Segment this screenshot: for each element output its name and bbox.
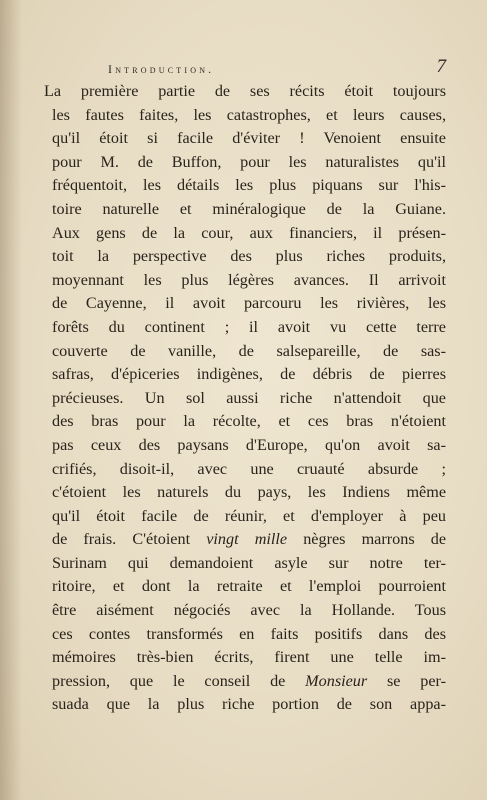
text-line: des bras pour la récolte, et ces bras n'étoient <box>52 412 446 431</box>
text-line: fréquentoit, les détails les plus piquans sur l'his- <box>52 176 446 195</box>
text-line: qu'il étoit si facile d'éviter ! Venoient ensuite <box>52 129 446 148</box>
text-line <box>44 670 446 694</box>
text-segment: pression, que le conseil de <box>52 671 286 690</box>
italic-phrase: Monsieur <box>305 671 368 690</box>
text-segment: se per- <box>387 671 447 690</box>
text-line: les fautes faites, les catastrophes, et leurs causes, <box>52 105 446 124</box>
text-line: ritoire, et dont la retraite et l'emploi pourroient <box>52 577 446 596</box>
text-line: de Cayenne, il avoit parcouru les rivières, les <box>52 294 446 313</box>
text-line: qu'il étoit facile de réunir, et d'employer à peu <box>52 506 446 525</box>
text-line: pour M. de Buffon, pour les naturalistes qu'il <box>52 152 446 171</box>
text-line: Surinam qui demandoient asyle sur notre ter- <box>52 553 446 572</box>
page-number: 7 <box>436 56 446 77</box>
text-segment: nègres marrons de <box>303 530 447 549</box>
text-line: être aisément négociés avec la Hollande. Tous <box>52 601 446 620</box>
text-line: toire naturelle et minéralogique de la Guiane. <box>52 199 446 218</box>
text-line: La première partie de ses récits étoit toujours <box>44 82 446 100</box>
text-line: crifiés, disoit-il, avec une cruauté absurde ; <box>52 459 446 478</box>
text-line: safras, d'épiceries indigènes, de débris de pierres <box>52 365 446 384</box>
text-line: mémoires très-bien écrits, firent une telle im- <box>52 648 446 667</box>
running-head: Introduction. <box>108 62 215 76</box>
text-line: toit la perspective des plus riches produits, <box>52 247 446 266</box>
text-line: Aux gens de la cour, aux financiers, il présen- <box>52 223 446 242</box>
text-segment: de frais. C'étoient <box>52 530 191 549</box>
text-line: précieuses. Un sol aussi riche n'attendoit que <box>52 388 446 407</box>
text-line: couverte de vanille, de salsepareille, de sas- <box>52 341 446 360</box>
body-text <box>44 80 446 717</box>
text-line <box>44 528 446 552</box>
text-line: c'étoient les naturels du pays, les Indiens même <box>52 483 446 502</box>
text-line: moyennant les plus légères avances. Il arrivoit <box>52 270 446 289</box>
text-line: ces contes transformés en faits positifs dans des <box>52 624 446 643</box>
gutter-shadow <box>0 0 22 800</box>
text-line: pas ceux des paysans d'Europe, qu'on avoit sa- <box>52 435 446 454</box>
text-line: forêts du continent ; il avoit vu cette terre <box>52 317 446 336</box>
page-header <box>46 58 446 80</box>
italic-phrase: vingt mille <box>206 530 288 549</box>
text-line: suada que la plus riche portion de son appa- <box>52 695 446 714</box>
